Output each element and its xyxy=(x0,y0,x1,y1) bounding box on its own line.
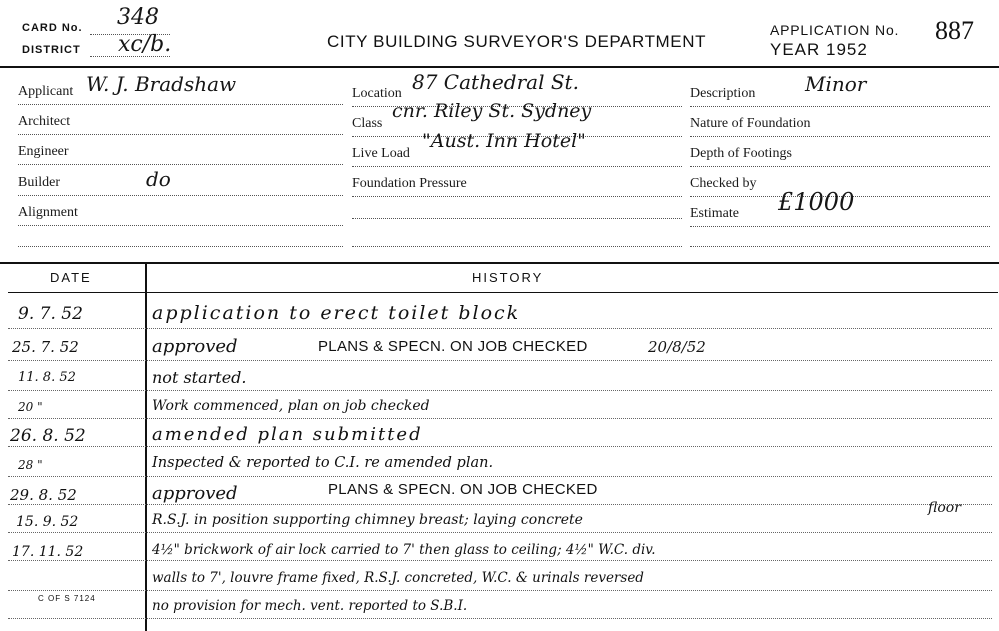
history-entry: Inspected & reported to C.I. re amended plan. xyxy=(152,455,494,471)
application-no-label: APPLICATION No. xyxy=(770,22,900,38)
history-header-rule xyxy=(8,292,998,293)
history-entry: approved xyxy=(152,483,238,504)
class-label: Class xyxy=(352,116,383,131)
builder-line xyxy=(18,195,343,196)
row-line xyxy=(8,418,992,419)
applicant-line xyxy=(18,104,343,105)
live-load-value: "Aust. Inn Hotel" xyxy=(422,130,586,152)
row-line xyxy=(8,618,992,619)
top-rule xyxy=(0,66,999,68)
history-date: 15. 9. 52 xyxy=(16,514,79,530)
estimate-line xyxy=(690,226,990,227)
history-entry: R.S.J. in position supporting chimney breast; laying concrete xyxy=(152,512,583,528)
builder-value: do xyxy=(146,167,171,191)
floor-annotation: floor xyxy=(928,500,961,516)
engineer-line xyxy=(18,164,343,165)
history-entry: approved xyxy=(152,336,238,357)
builder-label: Builder xyxy=(18,175,60,190)
live-load-label: Live Load xyxy=(352,146,410,161)
history-date: 28 " xyxy=(18,458,43,472)
history-date: 26. 8. 52 xyxy=(10,426,86,446)
blank-line-1 xyxy=(18,246,343,247)
depth-footings-label: Depth of Footings xyxy=(690,146,792,161)
blank-line-4 xyxy=(690,246,990,247)
card-no-value: 348 xyxy=(117,5,159,30)
row-line xyxy=(8,446,992,447)
plans-checked-stamp: PLANS & SPECN. ON JOB CHECKED xyxy=(328,481,598,498)
form-number: C OF S 7124 xyxy=(38,594,96,603)
history-entry: amended plan submitted xyxy=(152,424,423,445)
row-line xyxy=(8,328,992,329)
district-label: DISTRICT xyxy=(22,44,81,56)
history-date: 29. 8. 52 xyxy=(10,486,77,504)
checked-date: 20/8/52 xyxy=(648,338,706,356)
checked-by-label: Checked by xyxy=(690,176,757,191)
nature-foundation-line xyxy=(690,136,990,137)
district-line xyxy=(90,56,170,57)
description-label: Description xyxy=(690,86,756,101)
history-entry: not started. xyxy=(152,368,247,387)
foundation-pressure-line xyxy=(352,196,682,197)
blank-line-2 xyxy=(352,218,682,219)
history-date: 17. 11. 52 xyxy=(12,544,84,560)
live-load-line xyxy=(352,166,682,167)
row-line xyxy=(8,590,992,591)
history-header: HISTORY xyxy=(472,270,544,285)
year-label: YEAR 1952 xyxy=(770,40,868,59)
estimate-value: £1000 xyxy=(778,188,855,216)
estimate-label: Estimate xyxy=(690,206,739,221)
district-value: xc/b. xyxy=(118,32,172,57)
plans-checked-stamp: PLANS & SPECN. ON JOB CHECKED xyxy=(318,338,588,355)
history-top-rule xyxy=(0,262,999,264)
history-date: 11. 8. 52 xyxy=(18,370,76,385)
history-entry: 4½" brickwork of air lock carried to 7' then glass to ceiling; 4½" W.C. div. xyxy=(152,542,656,558)
location-value: 87 Cathedral St. xyxy=(412,70,579,94)
row-line xyxy=(8,560,992,561)
alignment-line xyxy=(18,225,343,226)
date-header: DATE xyxy=(50,270,92,285)
history-entry: application to erect toilet block xyxy=(152,302,521,324)
architect-line xyxy=(18,134,343,135)
row-line xyxy=(8,532,992,533)
foundation-pressure-label: Foundation Pressure xyxy=(352,176,467,191)
alignment-label: Alignment xyxy=(18,205,78,220)
history-entry: no provision for mech. vent. reported to S.B.I. xyxy=(152,598,468,614)
depth-footings-line xyxy=(690,166,990,167)
history-date: 9. 7. 52 xyxy=(18,304,83,324)
location-label: Location xyxy=(352,86,402,101)
applicant-label: Applicant xyxy=(18,84,74,99)
row-line xyxy=(8,390,992,391)
description-value: Minor xyxy=(805,72,867,96)
history-entry: Work commenced, plan on job checked xyxy=(152,398,430,414)
engineer-label: Engineer xyxy=(18,144,69,159)
architect-label: Architect xyxy=(18,114,71,129)
nature-foundation-label: Nature of Foundation xyxy=(690,116,811,131)
history-date: 20 " xyxy=(18,400,43,414)
row-line xyxy=(8,360,992,361)
blank-line-3 xyxy=(352,246,682,247)
application-no-value: 887 xyxy=(935,16,974,45)
applicant-value: W. J. Bradshaw xyxy=(86,72,237,96)
class-value: cnr. Riley St. Sydney xyxy=(392,100,592,122)
history-date: 25. 7. 52 xyxy=(12,338,79,356)
description-line xyxy=(690,106,990,107)
row-line xyxy=(8,504,992,505)
page-title: CITY BUILDING SURVEYOR'S DEPARTMENT xyxy=(327,32,707,51)
card-no-label: CARD No. xyxy=(22,22,83,34)
row-line xyxy=(8,476,992,477)
history-entry: walls to 7', louvre frame fixed, R.S.J. concreted, W.C. & urinals reversed xyxy=(152,570,644,586)
